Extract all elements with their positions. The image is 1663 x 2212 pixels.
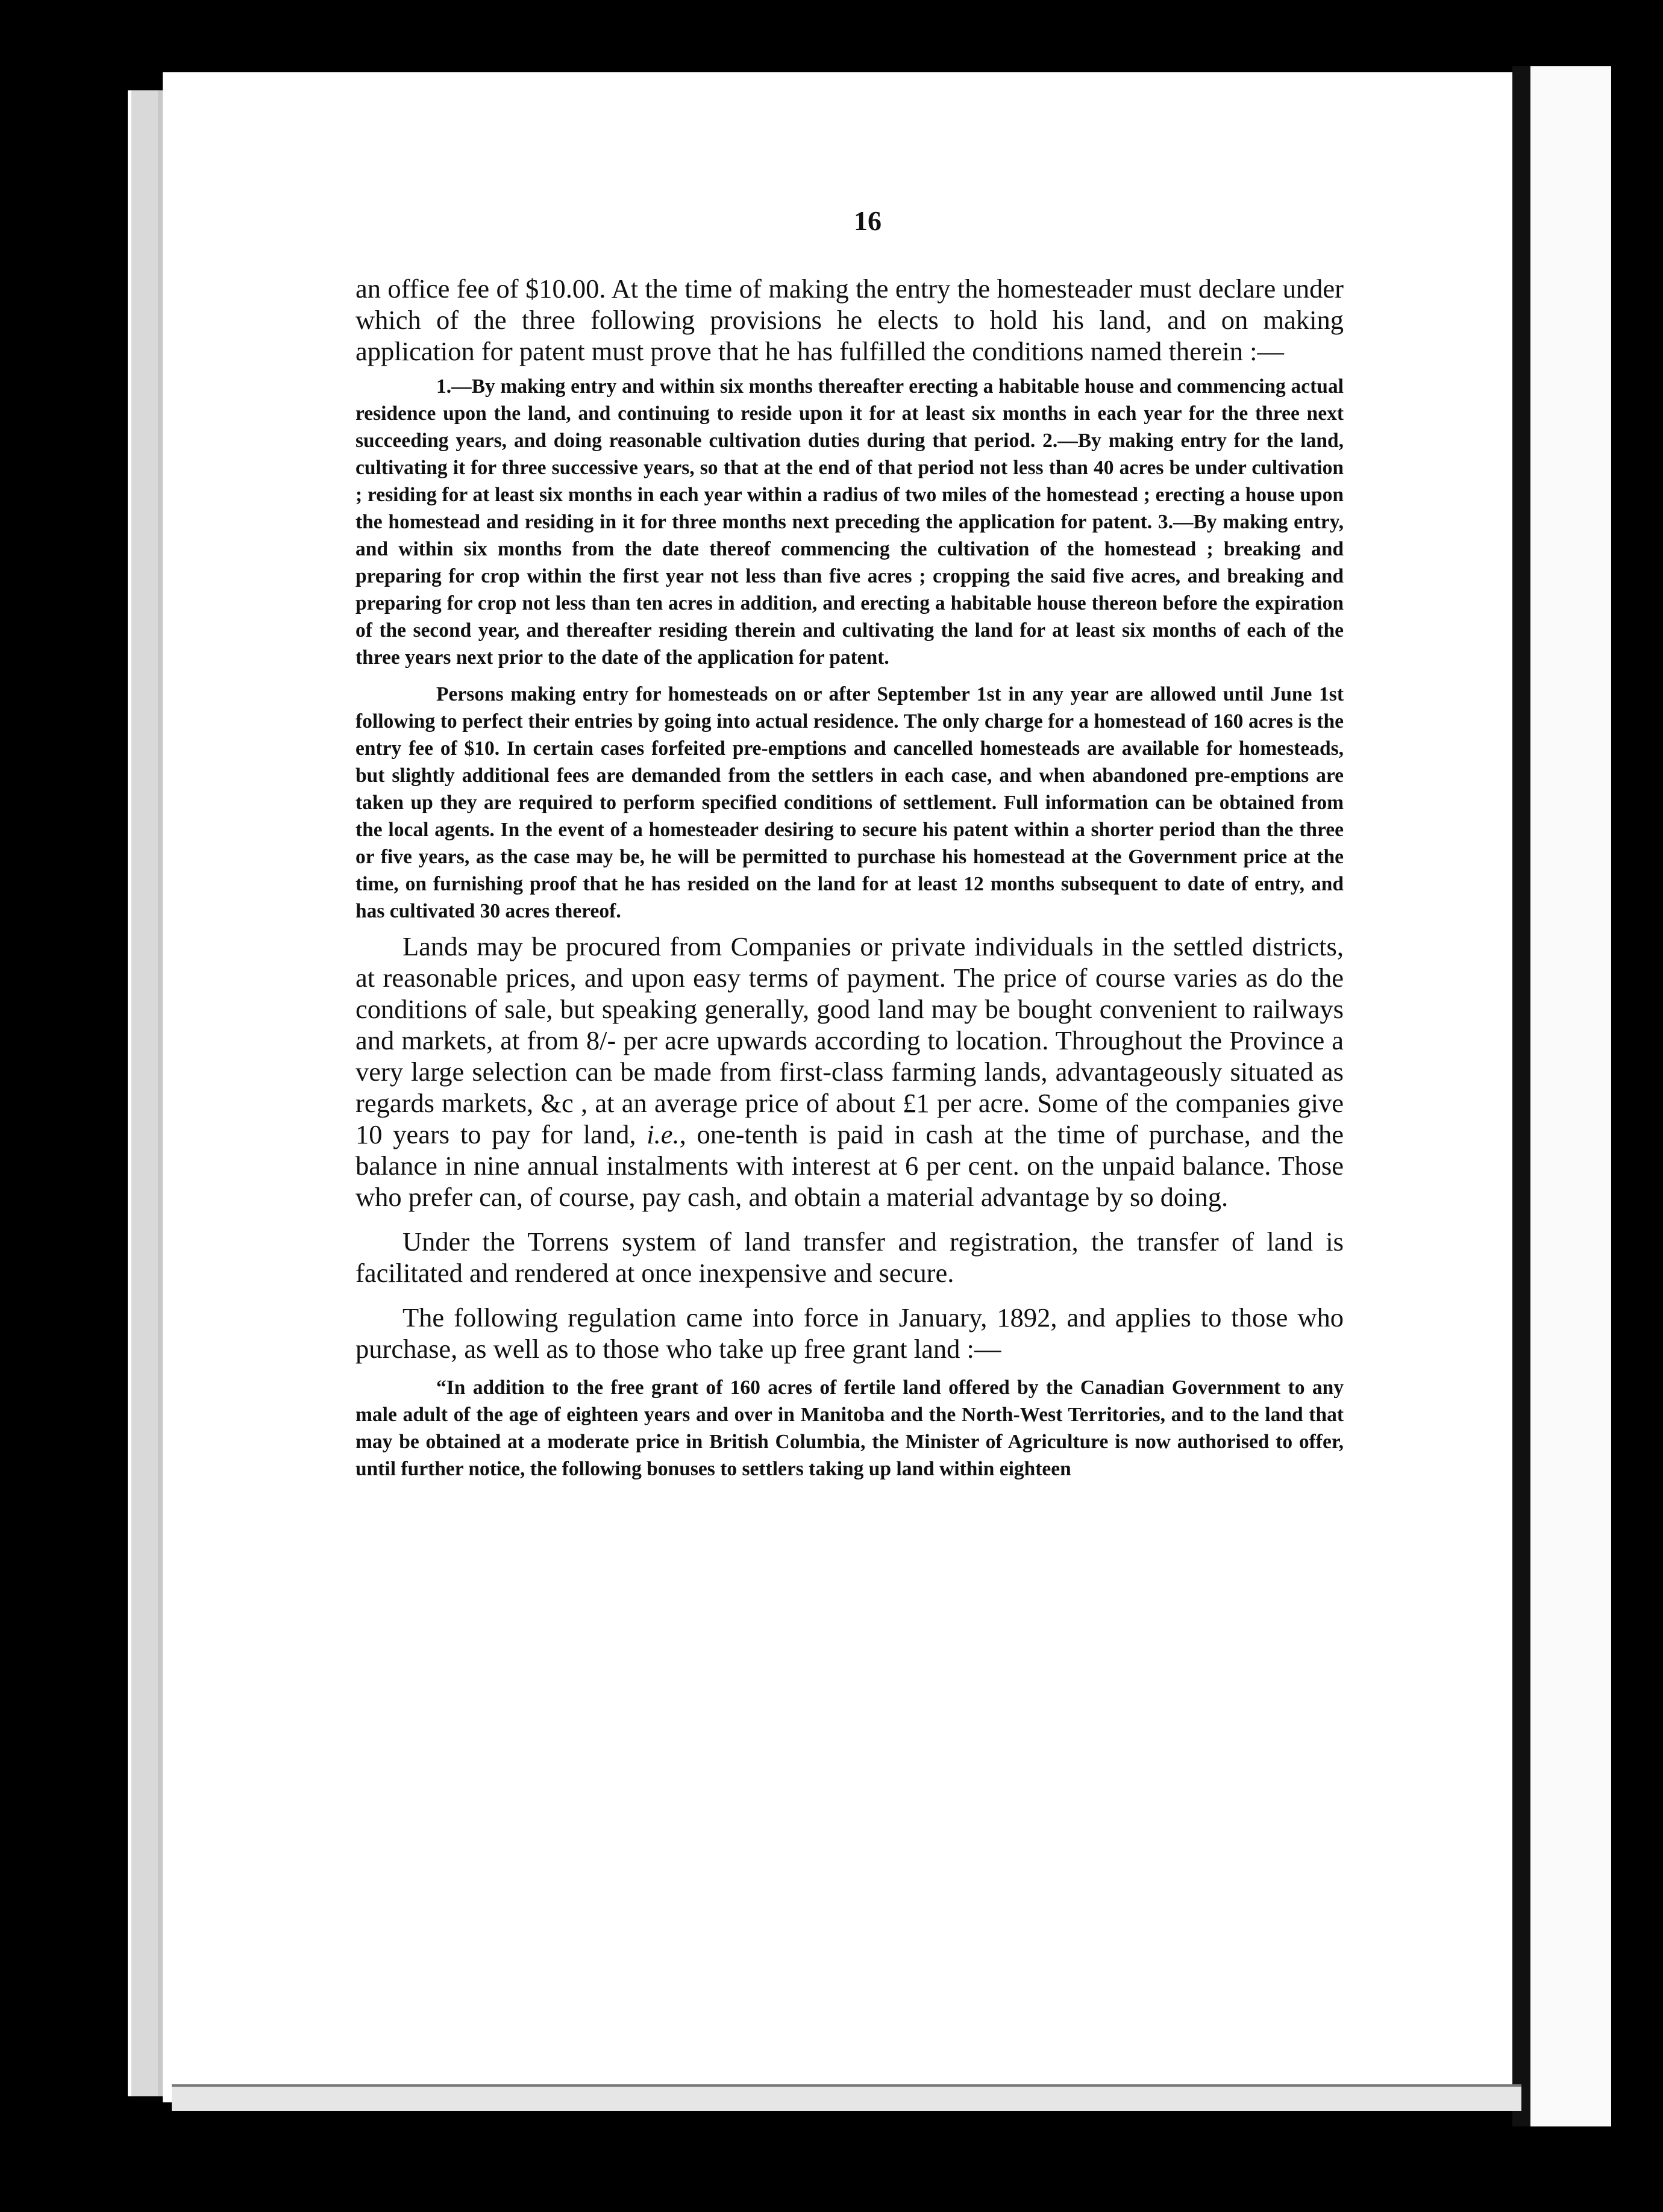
paragraph-regulation-1892: The following regulation came into force in January, 1892, and applies to those who purchase, as well as to those who take up free grant land :— [355,1302,1344,1364]
paragraph-entry-rules: Persons making entry for homesteads on or after September 1st in any year are allowed until June 1st following to perfect their entries by going into actual residence. The only charge for a homestead of 160 acres is the entry fee of $10. In certain cases forfeited pre-emptions and cancelled homesteads are available for homesteads, but slightly additional fees are demanded from the settlers in each case, and when abandoned pre-emptions are taken up they are required to perform specified conditions of settlement. Full information can be obtained from the local agents. In the event of a homesteader desiring to secure his patent within a shorter period than the three or five years, as the case may be, he will be permitted to purchase his homestead at the Government price at the time, on furnishing proof that he has resided on the land for at least 12 months subsequent to date of entry, and has cultivated 30 acres thereof. [355,683,1344,922]
paragraph-lands-italic: i.e. [647,1119,680,1149]
paragraph-lands-text-b: , one-tenth is paid in cash at the time of purchase, and the balance in nine annual instalments with interest at 6 per cent. on the unpaid balance. Those who prefer can, of course, pay cash, and obtain a material advantage by so doing. [355,1119,1344,1212]
paragraph-homestead-provisions: 1.—By making entry and within six months thereafter erecting a habitable house and commencing actual residence upon the land, and continuing to reside upon it for at least six months in each year for the three next succeeding years, and doing reasonable cultivation duties during that period. 2.—By making entry for the land, cultivating it for three successive years, so that at the end of that period not less than 40 acres be under cultivation ; residing for at least six months in each year within a radius of two miles of the homestead ; erecting a house upon the homestead and residing in it for three months next preceding the application for patent. 3.—By making entry, and within six months from the date thereof commencing the cultivation of the homestead ; breaking and preparing for crop within the first year not less than five acres ; cropping the said five acres, and breaking and preparing for crop not less than ten acres in addition, and erecting a habitable house thereon before the expiration of the second year, and thereafter residing therein and cultivating the land for at least six months of each of the three years next prior to the date of the application for patent. [355,375,1344,669]
paragraph-lands-text-a: Lands may be procured from Companies or private individuals in the settled districts, at reasonable prices, and upon easy terms of payment. The price of course varies as do the conditions of sale, but speaking generally, good land may be bought convenient to railways and markets, at from 8/- per acre upwards according to location. Throughout the Province a very large selection can be made from first-class farming lands, advantageously situated as regards markets, &c , at an average price of about £1 per acre. Some of the companies give 10 years to pay for land, [355,931,1344,1149]
book-spine [1512,66,1530,2126]
book-bottom-edge [172,2084,1521,2111]
book-right-page-edge [1518,66,1611,2126]
page-content [355,205,1344,1482]
paragraph-torrens-system: Under the Torrens system of land transfer and registration, the transfer of land is facilitated and rendered at once inexpensive and secure. [355,1226,1344,1288]
paragraph-office-fee: an office fee of $10.00. At the time of making the entry the homesteader must declare under which of the three following provisions he elects to hold his land, and on making application for patent must prove that he has fulfilled the conditions named therein :— [355,273,1344,366]
paragraph-quoted-bonuses: “In addition to the free grant of 160 acres of fertile land offered by the Canadian Government to any male adult of the age of eighteen years and over in Manitoba and the North-West Territories, and to the land that may be obtained at a moderate price in British Columbia, the Minister of Agriculture is now authorised to offer, until further notice, the following bonuses to settlers taking up land within eighteen [355,1376,1344,1480]
page-number: 16 [854,205,882,236]
paragraph-lands-procured [355,931,1344,1213]
